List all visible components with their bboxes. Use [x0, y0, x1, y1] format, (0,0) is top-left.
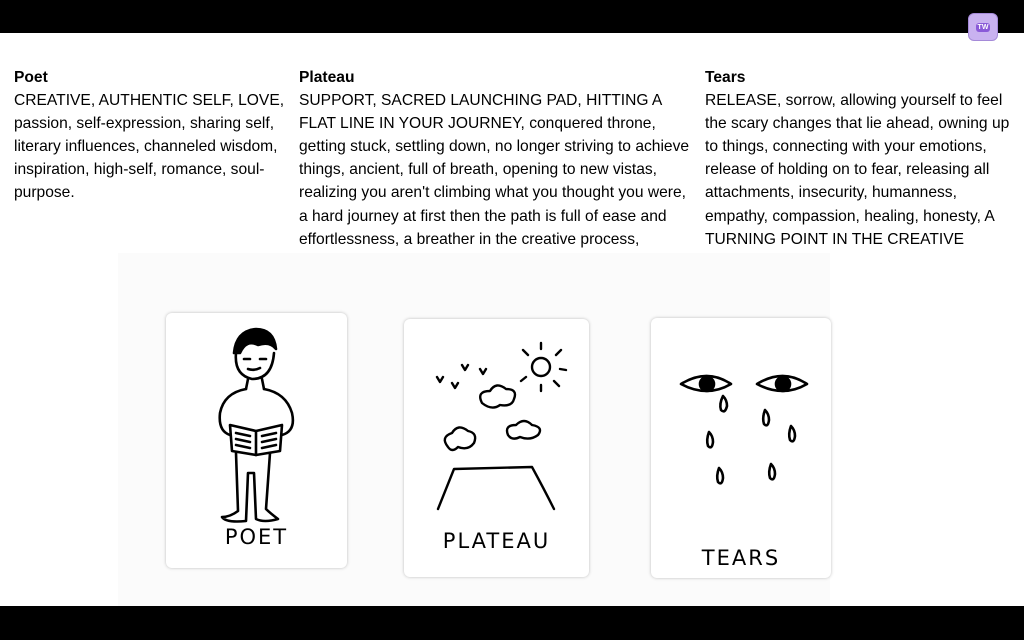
tears-description — [705, 66, 1015, 274]
top-bar — [0, 0, 1024, 33]
plateau-card — [404, 319, 589, 577]
plateau-title: Plateau — [299, 69, 355, 86]
plateau-text: SUPPORT, SACRED LAUNCHING PAD, HITTING A FLAT LINE IN YOUR JOURNEY, conquered throne, getting stuck, settling down, no longer striving to achieve things, ancient, full of breath, opening to new vistas, realizing you aren't climbing what you thought you were, a hard journey at first then the path is full of ease and effortlessness, a breather in the creative process, — [299, 92, 690, 248]
poet-card-label: POET — [224, 525, 289, 549]
tears-card — [651, 318, 831, 578]
plateau-card-label: PLATEAU — [442, 529, 551, 553]
slide — [0, 33, 1024, 606]
tears-card-label: TEARS — [701, 546, 781, 570]
crying-eyes-icon — [651, 318, 831, 578]
extension-button[interactable] — [968, 13, 998, 41]
puzzle-extension-icon: TW — [977, 23, 989, 31]
bottom-bar — [0, 606, 1024, 640]
poet-title: Poet — [14, 69, 48, 86]
poet-description — [14, 66, 290, 205]
poet-text: CREATIVE, AUTHENTIC SELF, LOVE, passion, self-expression, sharing self, literary influences, channeled wisdom, inspiration, high-self, romance, soul-purpose. — [14, 92, 285, 202]
tears-text: RELEASE, sorrow, allowing yourself to feel the scary changes that lie ahead, owning up to things, connecting with your emotions, release of holding on to fear, releasing all attachments, insecurity, humanness, empathy, compassion, healing, honesty, A TURNING POINT IN THE CREATIVE — [705, 92, 1010, 248]
poet-card — [166, 313, 347, 568]
tears-title: Tears — [705, 69, 746, 86]
